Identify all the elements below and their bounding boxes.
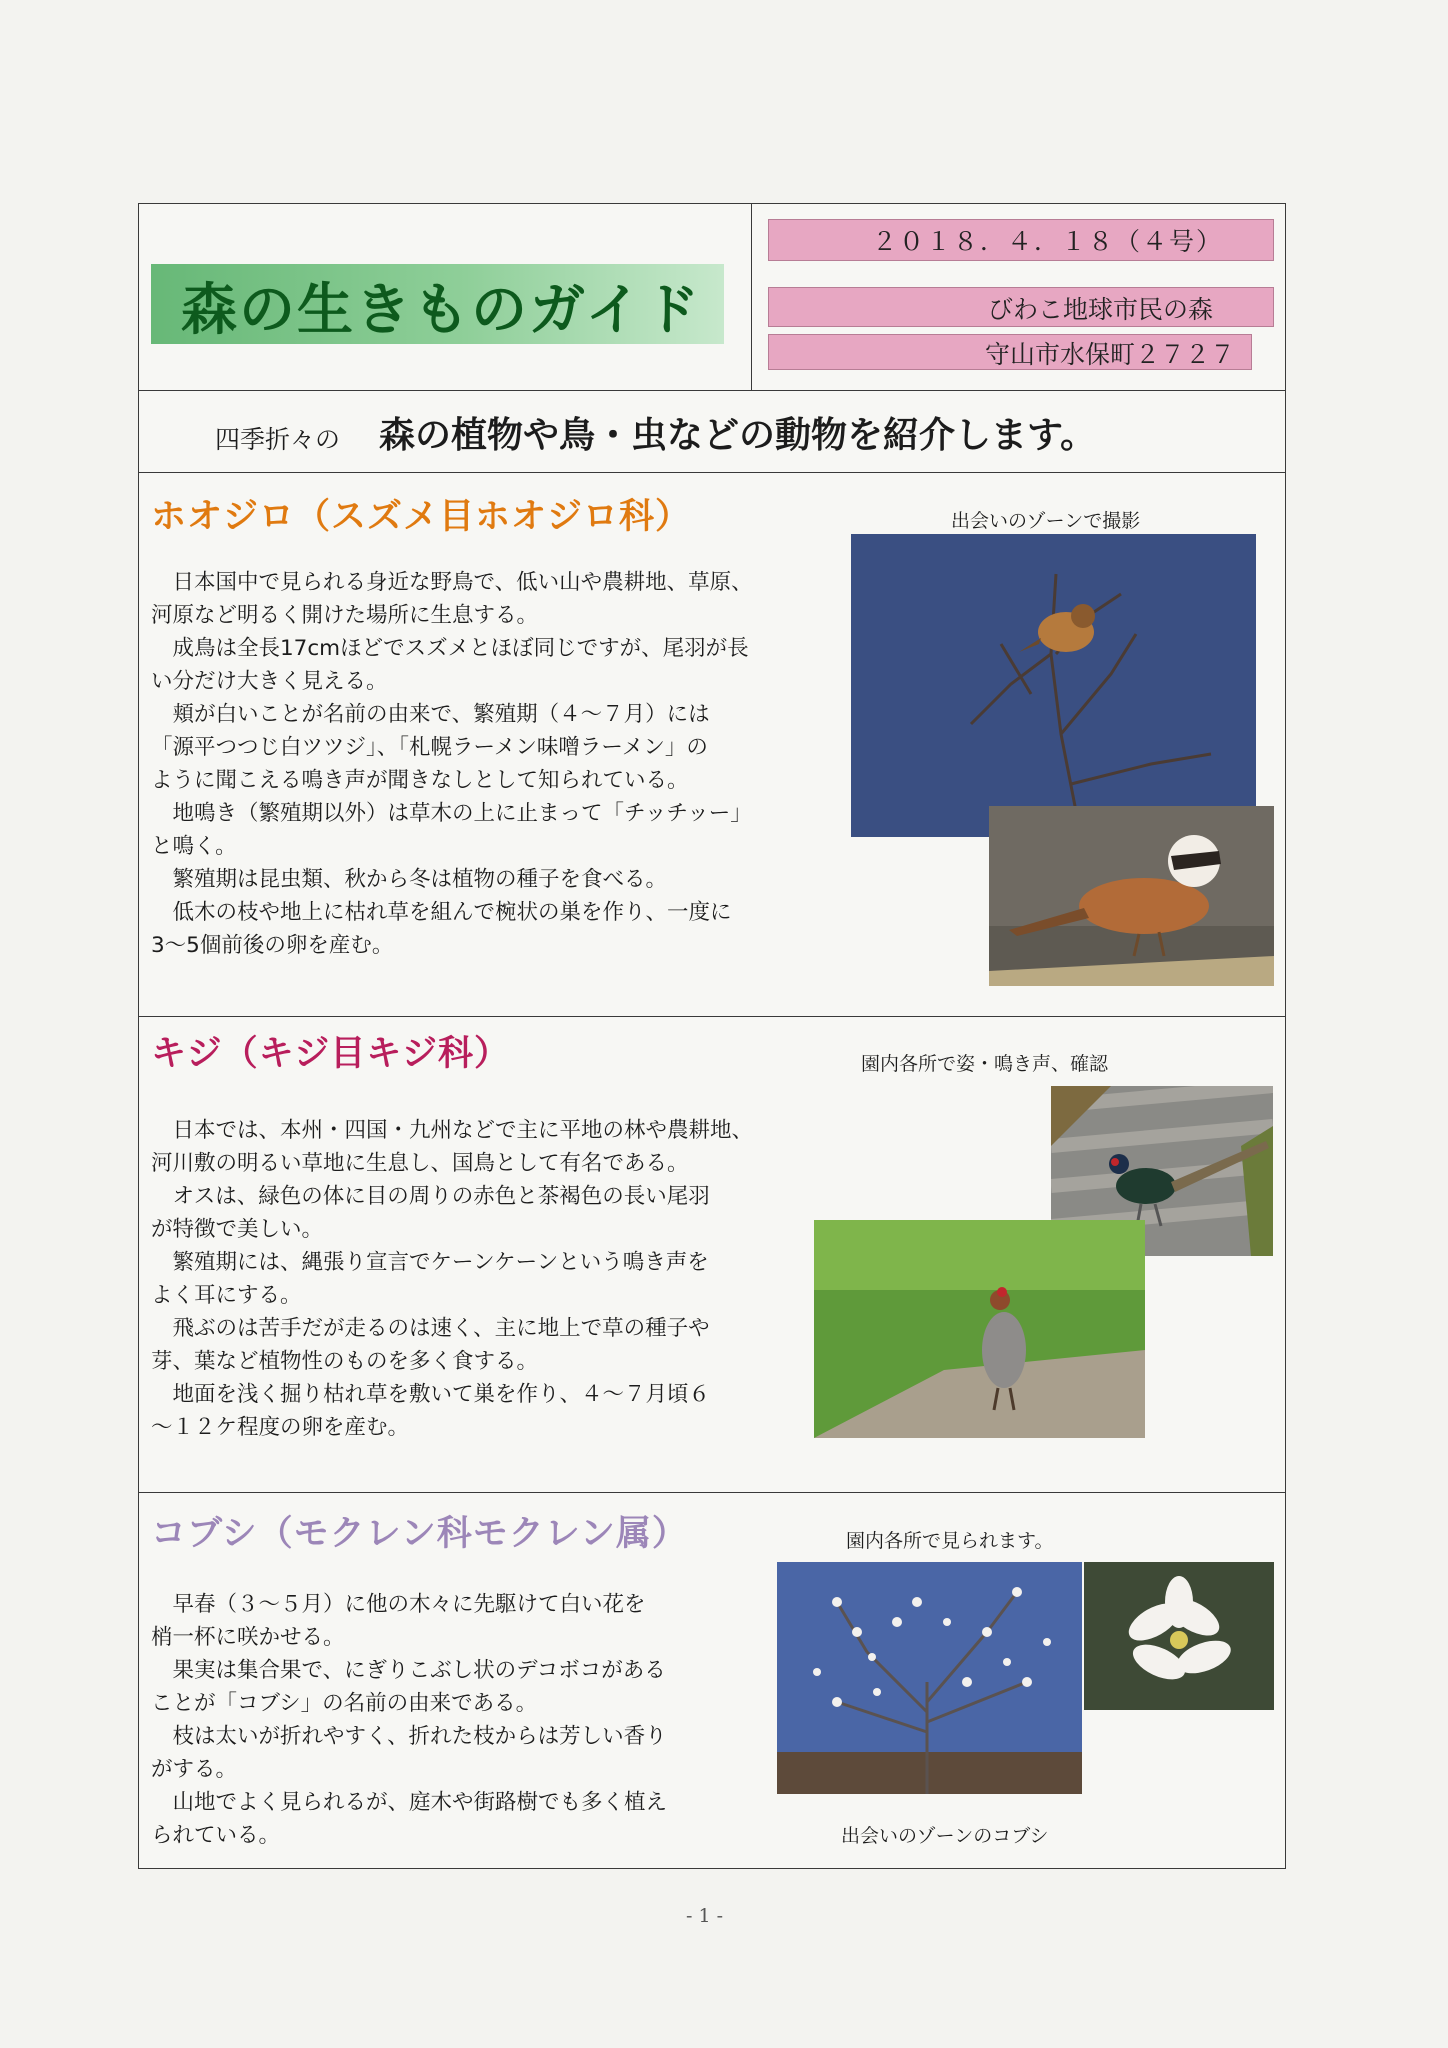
section-body-kobushi <box>151 1588 667 1852</box>
body-line: がする。 <box>151 1757 238 1782</box>
section-heading-kiji: キジ（キジ目キジ科） <box>151 1034 510 1074</box>
section-body-hoojiro <box>151 566 753 962</box>
body-line: い分だけ大きく見える。 <box>151 669 388 694</box>
body-line: 枝は太いが折れやすく、折れた枝からは芳しい香り <box>151 1724 667 1749</box>
photo-caption-kobushi-bottom: 出会いのゾーンのコブシ <box>841 1825 1049 1847</box>
body-line: 山地でよく見られるが、庭木や街路樹でも多く植え <box>151 1790 668 1815</box>
address-bar <box>768 334 1252 370</box>
organization-name: びわこ地球市民の森 <box>987 295 1213 324</box>
body-line: 日本国中で見られる身近な野鳥で、低い山や農耕地、草原、 <box>151 570 753 595</box>
guide-title-banner <box>151 264 724 344</box>
body-line: られている。 <box>151 1823 281 1848</box>
intro-divider <box>139 472 1285 473</box>
page-frame <box>138 203 1286 1869</box>
body-line: 「源平つつじ白ツツジ」、「札幌ラーメン味噌ラーメン」の <box>151 735 708 760</box>
body-line: 河原など明るく開けた場所に生息する。 <box>151 603 539 628</box>
section-heading-hoojiro: ホオジロ（スズメ目ホオジロ科） <box>151 497 692 537</box>
body-line: 河川敷の明るい草地に生息し、国鳥として有名である。 <box>151 1151 689 1176</box>
date-issue-bar <box>768 219 1274 261</box>
body-line: 3～5個前後の卵を産む。 <box>151 933 394 958</box>
header-divider <box>139 390 1285 391</box>
body-line: 早春（３～５月）に他の木々に先駆けて白い花を <box>151 1592 646 1617</box>
photo-kobushi-tree <box>777 1562 1082 1794</box>
body-line: 繁殖期には、縄張り宣言でケーンケーンという鳴き声を <box>151 1250 709 1275</box>
body-line: と鳴く。 <box>151 834 237 859</box>
body-line: ように聞こえる鳴き声が聞きなしとして知られている。 <box>151 768 689 793</box>
body-line: 地面を浅く掘り枯れ草を敷いて巣を作り、４～７月頃６ <box>151 1382 711 1407</box>
body-line: 成鳥は全長17cmほどでスズメとほぼ同じですが、尾羽が長 <box>151 636 749 661</box>
organization-bar <box>768 287 1274 327</box>
photo-hoojiro-on-ground <box>989 806 1274 986</box>
body-line: 日本では、本州・四国・九州などで主に平地の林や農耕地、 <box>151 1118 754 1143</box>
photo-hoojiro-on-branch <box>851 534 1256 837</box>
section-body-kiji <box>151 1114 753 1444</box>
body-line: 芽、葉など植物性のものを多く食する。 <box>151 1349 539 1374</box>
page-number: - 1 - <box>686 1905 724 1927</box>
body-line: オスは、緑色の体に目の周りの赤色と茶褐色の長い尾羽 <box>151 1184 710 1209</box>
body-line: 地鳴き（繁殖期以外）は草木の上に止まって「チッチッー」 <box>151 801 752 826</box>
body-line: が特徴で美しい。 <box>151 1217 324 1242</box>
body-line: ことが「コブシ」の名前の由来である。 <box>151 1691 538 1716</box>
intro-lead: 四季折々の <box>215 425 341 454</box>
body-line: 繁殖期は昆虫類、秋から冬は植物の種子を食べる。 <box>151 867 668 892</box>
body-line: 果実は集合果で、にぎりこぶし状のデコボコがある <box>151 1658 666 1683</box>
body-line: 梢一杯に咲かせる。 <box>151 1625 345 1650</box>
address: 守山市水保町２７２７ <box>984 340 1235 369</box>
section1-divider <box>139 1016 1285 1017</box>
photo-kobushi-flower <box>1084 1562 1274 1710</box>
body-line: 飛ぶのは苦手だが走るのは速く、主に地上で草の種子や <box>151 1316 710 1341</box>
body-line: よく耳にする。 <box>151 1283 302 1308</box>
photo-pheasant-on-path <box>814 1220 1145 1438</box>
body-line: 頬が白いことが名前の由来で、繁殖期（４～７月）には <box>151 702 710 727</box>
photo-caption-hoojiro: 出会いのゾーンで撮影 <box>951 510 1141 532</box>
intro-main: 森の植物や鳥・虫などの動物を紹介します。 <box>379 415 1097 456</box>
section-heading-kobushi: コブシ（モクレン科モクレン属） <box>151 1514 688 1554</box>
section2-divider <box>139 1492 1285 1493</box>
body-line: 低木の枝や地上に枯れ草を組んで椀状の巣を作り、一度に <box>151 900 732 925</box>
header-vertical-divider <box>751 204 752 390</box>
date-issue: ２０１８．４．１８（４号） <box>871 227 1223 256</box>
photo-caption-kobushi-top: 園内各所で見られます。 <box>846 1530 1054 1552</box>
guide-title: 森の生きものガイド <box>181 278 702 343</box>
photo-caption-kiji: 園内各所で姿・鳴き声、確認 <box>861 1053 1109 1075</box>
body-line: ～１２ケ程度の卵を産む。 <box>151 1415 410 1440</box>
